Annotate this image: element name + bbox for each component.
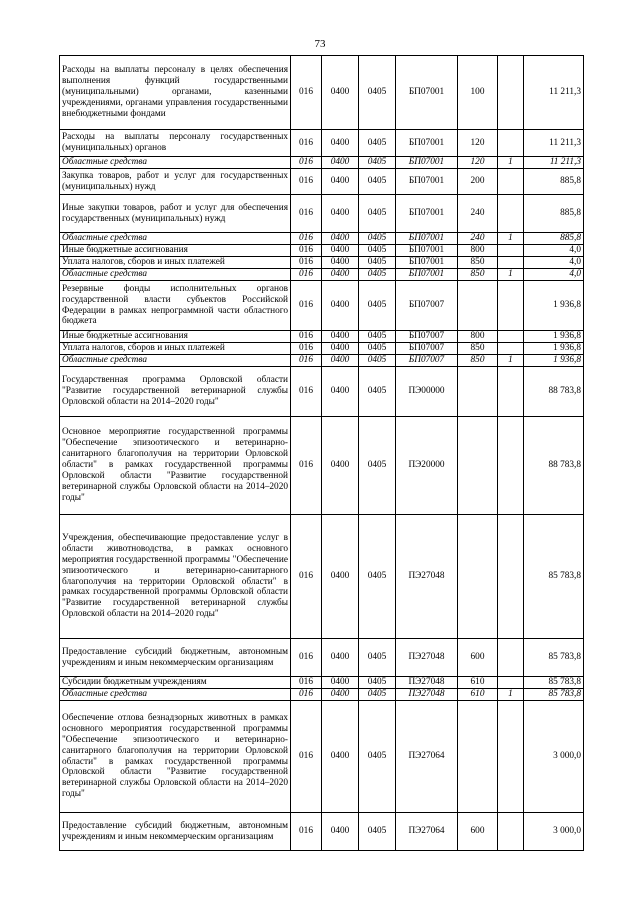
funding-source-code xyxy=(498,331,524,343)
amount: 4,0 xyxy=(524,257,584,269)
amount: 11 211,3 xyxy=(524,157,584,169)
expense-type-code xyxy=(458,417,498,515)
table-row xyxy=(60,367,584,417)
table-row xyxy=(60,813,584,851)
expense-type-code xyxy=(458,515,498,639)
row-name: Иные бюджетные ассигнования xyxy=(60,245,291,257)
funding-source-code xyxy=(498,343,524,355)
amount: 85 783,8 xyxy=(524,515,584,639)
table-row xyxy=(60,417,584,515)
expense-type-code: 100 xyxy=(458,56,498,130)
ministry-code: 016 xyxy=(291,701,322,813)
subsection-code: 0405 xyxy=(359,269,396,281)
section-code: 0400 xyxy=(322,417,359,515)
ministry-code: 016 xyxy=(291,281,322,331)
subsection-code: 0405 xyxy=(359,130,396,157)
ministry-code: 016 xyxy=(291,813,322,851)
subsection-code: 0405 xyxy=(359,56,396,130)
row-name: Областные средства xyxy=(60,269,291,281)
table-row xyxy=(60,257,584,269)
funding-source-code: 1 xyxy=(498,233,524,245)
subsection-code: 0405 xyxy=(359,331,396,343)
expense-type-code: 120 xyxy=(458,157,498,169)
subsection-code: 0405 xyxy=(359,355,396,367)
subsection-code: 0405 xyxy=(359,639,396,677)
target-article-code: БП07007 xyxy=(396,281,458,331)
subsection-code: 0405 xyxy=(359,257,396,269)
target-article-code: ПЭ27064 xyxy=(396,813,458,851)
row-name: Предоставление субсидий бюджетным, автономным учреждениям и иным некоммерческим организациям xyxy=(60,639,291,677)
expense-type-code xyxy=(458,367,498,417)
subsection-code: 0405 xyxy=(359,417,396,515)
row-name: Областные средства xyxy=(60,355,291,367)
ministry-code: 016 xyxy=(291,639,322,677)
table-row xyxy=(60,639,584,677)
table-row xyxy=(60,701,584,813)
row-name: Иные закупки товаров, работ и услуг для обеспечения государственных (муниципальных) нужд xyxy=(60,195,291,233)
expense-type-code: 120 xyxy=(458,130,498,157)
row-name: Иные бюджетные ассигнования xyxy=(60,331,291,343)
section-code: 0400 xyxy=(322,813,359,851)
expense-type-code: 610 xyxy=(458,689,498,701)
expense-type-code: 600 xyxy=(458,813,498,851)
section-code: 0400 xyxy=(322,195,359,233)
table-row xyxy=(60,195,584,233)
budget-table xyxy=(59,55,584,851)
funding-source-code xyxy=(498,639,524,677)
expense-type-code: 200 xyxy=(458,169,498,195)
expense-type-code xyxy=(458,701,498,813)
amount: 88 783,8 xyxy=(524,417,584,515)
section-code: 0400 xyxy=(322,639,359,677)
subsection-code: 0405 xyxy=(359,157,396,169)
row-name: Расходы на выплаты персоналу в целях обеспечения выполнения функций государственными (муниципальными) органами, казенными учреждениями, органами управления государственными внебюджетными фондами xyxy=(60,56,291,130)
subsection-code: 0405 xyxy=(359,367,396,417)
funding-source-code xyxy=(498,195,524,233)
ministry-code: 016 xyxy=(291,689,322,701)
row-name: Предоставление субсидий бюджетным, автономным учреждениям и иным некоммерческим организациям xyxy=(60,813,291,851)
expense-type-code: 850 xyxy=(458,355,498,367)
ministry-code: 016 xyxy=(291,245,322,257)
target-article-code: ПЭ27048 xyxy=(396,677,458,689)
target-article-code: БП07001 xyxy=(396,56,458,130)
target-article-code: ПЭ20000 xyxy=(396,417,458,515)
section-code: 0400 xyxy=(322,367,359,417)
ministry-code: 016 xyxy=(291,157,322,169)
subsection-code: 0405 xyxy=(359,281,396,331)
subsection-code: 0405 xyxy=(359,169,396,195)
target-article-code: БП07007 xyxy=(396,355,458,367)
funding-source-code: 1 xyxy=(498,355,524,367)
expense-type-code: 850 xyxy=(458,343,498,355)
subsection-code: 0405 xyxy=(359,245,396,257)
expense-type-code: 800 xyxy=(458,331,498,343)
section-code: 0400 xyxy=(322,701,359,813)
funding-source-code xyxy=(498,56,524,130)
amount: 1 936,8 xyxy=(524,343,584,355)
funding-source-code xyxy=(498,367,524,417)
section-code: 0400 xyxy=(322,331,359,343)
subsection-code: 0405 xyxy=(359,689,396,701)
amount: 1 936,8 xyxy=(524,355,584,367)
funding-source-code: 1 xyxy=(498,269,524,281)
amount: 11 211,3 xyxy=(524,130,584,157)
ministry-code: 016 xyxy=(291,130,322,157)
amount: 885,8 xyxy=(524,195,584,233)
funding-source-code xyxy=(498,245,524,257)
ministry-code: 016 xyxy=(291,515,322,639)
amount: 1 936,8 xyxy=(524,281,584,331)
section-code: 0400 xyxy=(322,245,359,257)
target-article-code: ПЭ27064 xyxy=(396,701,458,813)
table-row xyxy=(60,157,584,169)
ministry-code: 016 xyxy=(291,269,322,281)
table-row xyxy=(60,343,584,355)
table-row xyxy=(60,169,584,195)
target-article-code: БП07001 xyxy=(396,130,458,157)
row-name: Областные средства xyxy=(60,689,291,701)
section-code: 0400 xyxy=(322,281,359,331)
subsection-code: 0405 xyxy=(359,233,396,245)
amount: 885,8 xyxy=(524,169,584,195)
section-code: 0400 xyxy=(322,515,359,639)
section-code: 0400 xyxy=(322,157,359,169)
expense-type-code: 850 xyxy=(458,269,498,281)
section-code: 0400 xyxy=(322,677,359,689)
funding-source-code: 1 xyxy=(498,689,524,701)
table-row xyxy=(60,130,584,157)
expense-type-code: 240 xyxy=(458,195,498,233)
subsection-code: 0405 xyxy=(359,813,396,851)
ministry-code: 016 xyxy=(291,195,322,233)
funding-source-code xyxy=(498,130,524,157)
section-code: 0400 xyxy=(322,56,359,130)
target-article-code: БП07001 xyxy=(396,233,458,245)
ministry-code: 016 xyxy=(291,233,322,245)
subsection-code: 0405 xyxy=(359,195,396,233)
target-article-code: БП07007 xyxy=(396,343,458,355)
expense-type-code: 800 xyxy=(458,245,498,257)
table-row xyxy=(60,355,584,367)
target-article-code: ПЭ27048 xyxy=(396,515,458,639)
funding-source-code xyxy=(498,701,524,813)
funding-source-code xyxy=(498,515,524,639)
ministry-code: 016 xyxy=(291,367,322,417)
ministry-code: 016 xyxy=(291,257,322,269)
table-row xyxy=(60,269,584,281)
table-row xyxy=(60,677,584,689)
table-row xyxy=(60,689,584,701)
amount: 3 000,0 xyxy=(524,701,584,813)
section-code: 0400 xyxy=(322,355,359,367)
subsection-code: 0405 xyxy=(359,677,396,689)
row-name: Расходы на выплаты персоналу государственных (муниципальных) органов xyxy=(60,130,291,157)
funding-source-code: 1 xyxy=(498,157,524,169)
amount: 85 783,8 xyxy=(524,689,584,701)
row-name: Уплата налогов, сборов и иных платежей xyxy=(60,257,291,269)
funding-source-code xyxy=(498,281,524,331)
section-code: 0400 xyxy=(322,689,359,701)
table-row xyxy=(60,233,584,245)
row-name: Областные средства xyxy=(60,233,291,245)
ministry-code: 016 xyxy=(291,417,322,515)
subsection-code: 0405 xyxy=(359,343,396,355)
row-name: Государственная программа Орловской области "Развитие государственной ветеринарной службы Орловской области на 2014–2020 годы" xyxy=(60,367,291,417)
target-article-code: ПЭ27048 xyxy=(396,689,458,701)
section-code: 0400 xyxy=(322,233,359,245)
expense-type-code xyxy=(458,281,498,331)
ministry-code: 016 xyxy=(291,343,322,355)
ministry-code: 016 xyxy=(291,169,322,195)
funding-source-code xyxy=(498,813,524,851)
amount: 3 000,0 xyxy=(524,813,584,851)
target-article-code: ПЭ27048 xyxy=(396,639,458,677)
expense-type-code: 240 xyxy=(458,233,498,245)
table-row xyxy=(60,245,584,257)
target-article-code: БП07007 xyxy=(396,331,458,343)
ministry-code: 016 xyxy=(291,355,322,367)
amount: 1 936,8 xyxy=(524,331,584,343)
target-article-code: БП07001 xyxy=(396,245,458,257)
amount: 88 783,8 xyxy=(524,367,584,417)
row-name: Обеспечение отлова безнадзорных животных в рамках основного мероприятия государственной программы "Обеспечение эпизоотического и ветеринарно-санитарного благополучия на территории Орловской области" в рамках государственной программы Орловской области "Развитие государственной ветеринарной службы Орловской области на 2014–2020 годы" xyxy=(60,701,291,813)
ministry-code: 016 xyxy=(291,677,322,689)
section-code: 0400 xyxy=(322,257,359,269)
table-row xyxy=(60,56,584,130)
section-code: 0400 xyxy=(322,343,359,355)
amount: 885,8 xyxy=(524,233,584,245)
target-article-code: БП07001 xyxy=(396,157,458,169)
row-name: Основное мероприятие государственной программы "Обеспечение эпизоотического и ветеринарно-санитарного благополучия на территории Орловской области" в рамках государственной программы Орловской области "Развитие государственной ветеринарной службы Орловской области на 2014–2020 годы" xyxy=(60,417,291,515)
amount: 4,0 xyxy=(524,245,584,257)
expense-type-code: 610 xyxy=(458,677,498,689)
funding-source-code xyxy=(498,169,524,195)
row-name: Субсидии бюджетным учреждениям xyxy=(60,677,291,689)
expense-type-code: 850 xyxy=(458,257,498,269)
funding-source-code xyxy=(498,257,524,269)
subsection-code: 0405 xyxy=(359,701,396,813)
row-name: Закупка товаров, работ и услуг для государственных (муниципальных) нужд xyxy=(60,169,291,195)
amount: 11 211,3 xyxy=(524,56,584,130)
ministry-code: 016 xyxy=(291,56,322,130)
row-name: Учреждения, обеспечивающие предоставление услуг в области животноводства, в рамках основного мероприятия государственной программы "Обеспечение эпизоотического и ветеринарно-санитарного благополучия на территории Орловской области" в рамках государственной программы Орловской области "Развитие государственной ветеринарной службы Орловской области на 2014–2020 годы" xyxy=(60,515,291,639)
row-name: Уплата налогов, сборов и иных платежей xyxy=(60,343,291,355)
amount: 4,0 xyxy=(524,269,584,281)
amount: 85 783,8 xyxy=(524,639,584,677)
target-article-code: БП07001 xyxy=(396,169,458,195)
expense-type-code: 600 xyxy=(458,639,498,677)
table-row xyxy=(60,331,584,343)
amount: 85 783,8 xyxy=(524,677,584,689)
page-number: 73 xyxy=(314,38,326,50)
target-article-code: ПЭ00000 xyxy=(396,367,458,417)
table-row xyxy=(60,515,584,639)
funding-source-code xyxy=(498,417,524,515)
section-code: 0400 xyxy=(322,269,359,281)
table-row xyxy=(60,281,584,331)
section-code: 0400 xyxy=(322,169,359,195)
target-article-code: БП07001 xyxy=(396,195,458,233)
target-article-code: БП07001 xyxy=(396,257,458,269)
target-article-code: БП07001 xyxy=(396,269,458,281)
subsection-code: 0405 xyxy=(359,515,396,639)
row-name: Резервные фонды исполнительных органов государственной власти субъектов Российской Федерации в рамках непрограммной части областного бюджета xyxy=(60,281,291,331)
section-code: 0400 xyxy=(322,130,359,157)
funding-source-code xyxy=(498,677,524,689)
ministry-code: 016 xyxy=(291,331,322,343)
row-name: Областные средства xyxy=(60,157,291,169)
